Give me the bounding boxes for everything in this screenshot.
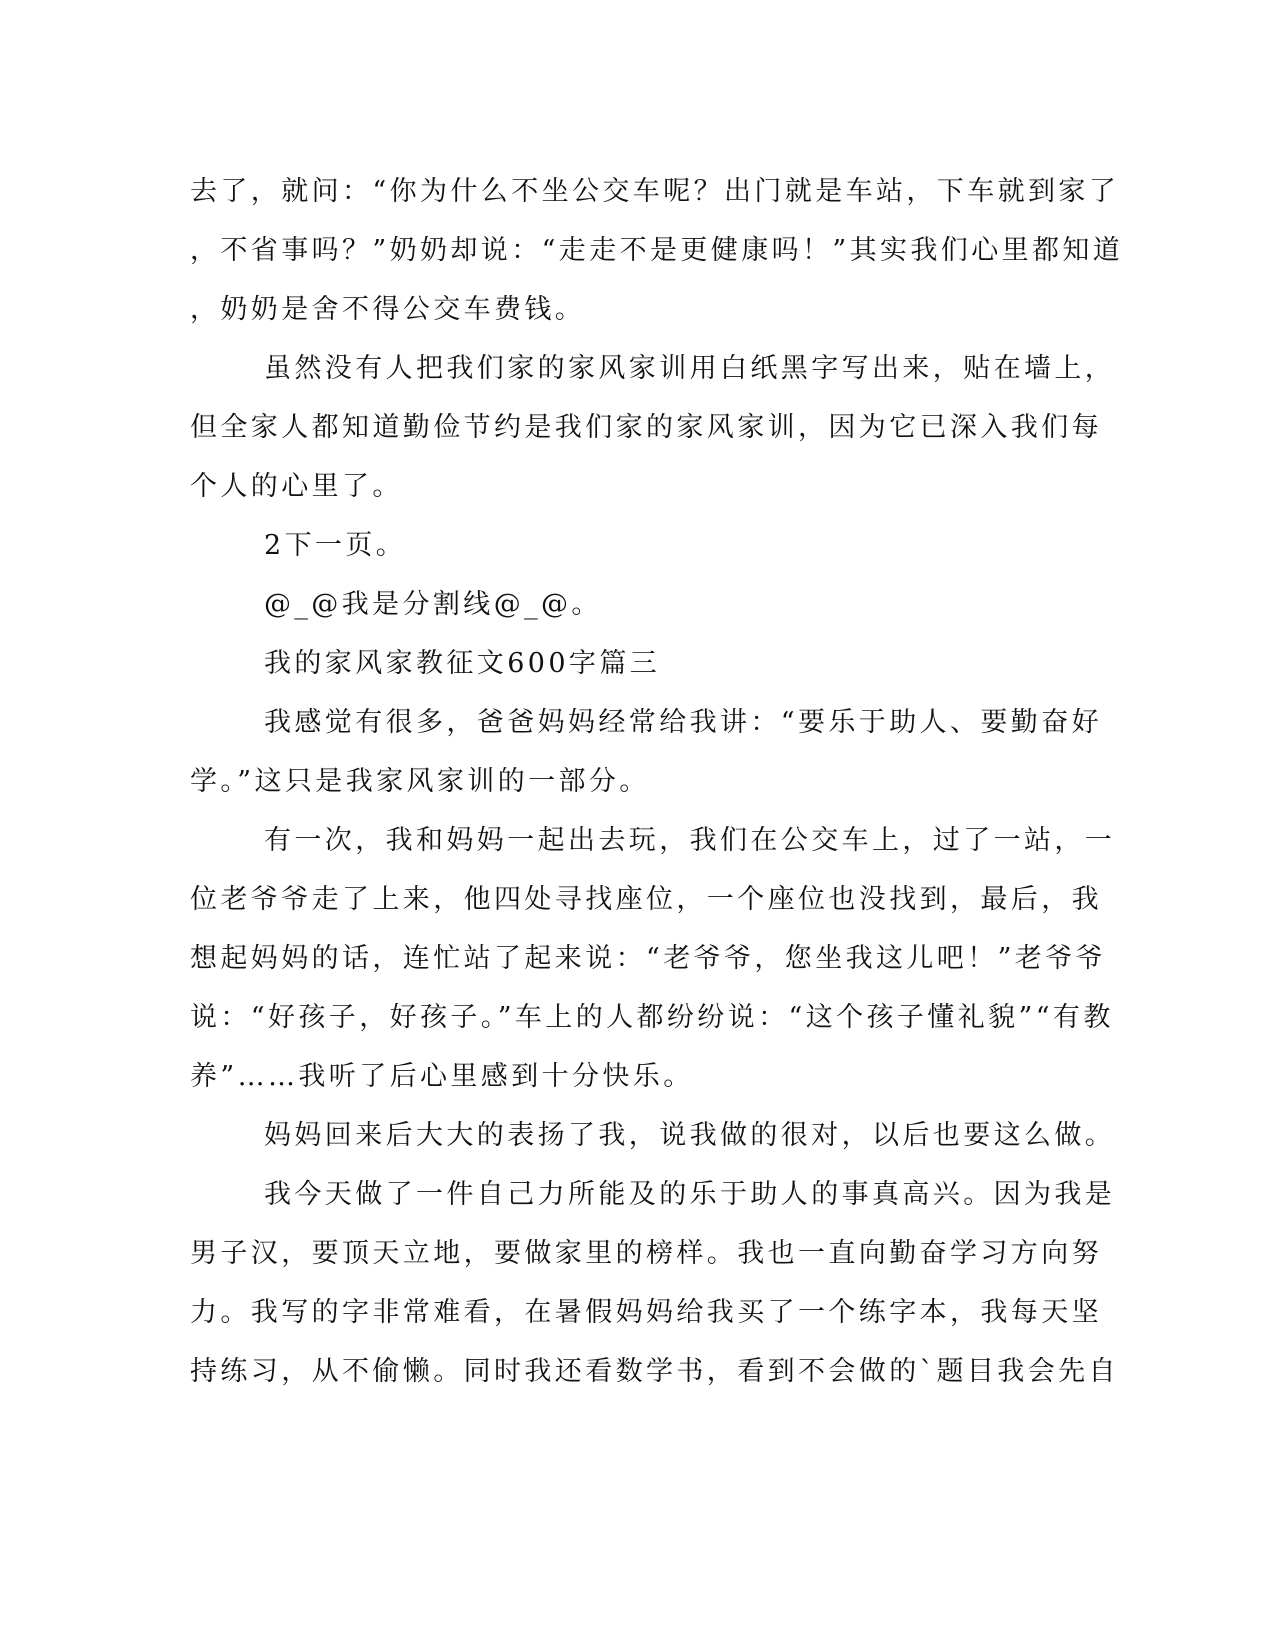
text-line: 个人的心里了。 — [190, 471, 403, 502]
paragraph-start: 我今天做了一件自己力所能及的乐于助人的事真高兴。因为我是 — [264, 1179, 1116, 1210]
paragraph-start: 我感觉有很多，爸爸妈妈经常给我讲：“要乐于助人、要勤奋好 — [264, 707, 1103, 738]
text-line: 位老爷爷走了上来，他四处寻找座位，一个座位也没找到，最后，我 — [190, 884, 1102, 915]
paragraph-start: 妈妈回来后大大的表扬了我，说我做的很对，以后也要这么做。 — [264, 1120, 1116, 1151]
text-line: 想起妈妈的话，连忙站了起来说：“老爷爷，您坐我这儿吧！”老爷爷 — [190, 943, 1107, 974]
paragraph-start: 有一次，我和妈妈一起出去玩，我们在公交车上，过了一站，一 — [264, 825, 1116, 856]
text-line: 持练习，从不偷懒。同时我还看数学书，看到不会做的`题目我会先自 — [190, 1356, 1119, 1387]
text-line: 去了，就问：“你为什么不坐公交车呢？出门就是车站，下车就到家了 — [190, 176, 1120, 207]
page-marker: 2下一页。 — [264, 530, 407, 561]
section-title: 我的家风家教征文600字篇三 — [264, 648, 661, 679]
text-line: 学。”这只是我家风家训的一部分。 — [190, 766, 650, 797]
text-line: 说：“好孩子，好孩子。”车上的人都纷纷说：“这个孩子懂礼貌”“有教 — [190, 1002, 1114, 1033]
paragraph-start: 虽然没有人把我们家的家风家训用白纸黑字写出来，贴在墙上， — [264, 353, 1116, 384]
text-line: 力。我写的字非常难看，在暑假妈妈给我买了一个练字本，我每天坚 — [190, 1297, 1102, 1328]
text-line: ，不省事吗？”奶奶却说：“走走不是更健康吗！”其实我们心里都知道 — [190, 235, 1124, 266]
text-line: 养”……我听了后心里感到十分快乐。 — [190, 1061, 694, 1092]
text-line: 但全家人都知道勤俭节约是我们家的家风家训，因为它已深入我们每 — [190, 412, 1102, 443]
text-line: ，奶奶是舍不得公交车费钱。 — [190, 294, 586, 325]
divider-text: @_@我是分割线@_@。 — [264, 589, 602, 620]
text-line: 男子汉，要顶天立地，要做家里的榜样。我也一直向勤奋学习方向努 — [190, 1238, 1102, 1269]
